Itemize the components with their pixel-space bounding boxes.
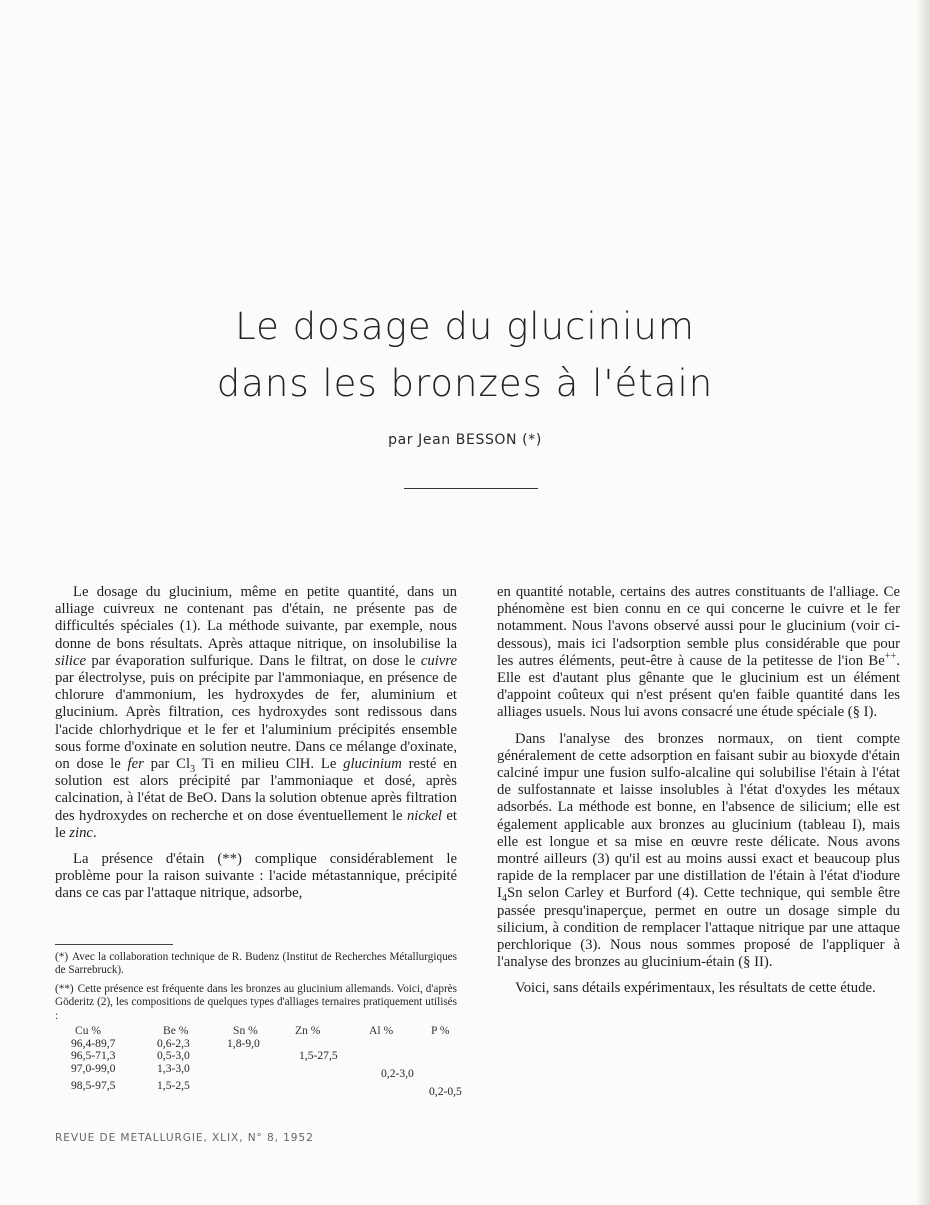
text-span: en quantité notable, certains des autres constituants de l'alliage. Ce phénomène est bien connu en ce qui concerne le cuivre et le fer notamment. Nous l'avons observé aussi pour le glucinium (voir ci-dessous), mais ici l'adsorption semble plus considérable que pour les autres éléments, peut-être à cause de la petitesse de l'ion Be — [497, 584, 900, 669]
table-cell — [429, 1050, 465, 1063]
table-header: Zn % — [295, 1024, 321, 1037]
table-row — [55, 1080, 465, 1099]
footnote-2 — [55, 983, 457, 1023]
table-cell — [227, 1050, 289, 1063]
text-span: . Elle est d'autant plus gênante que le glucinium est un élément d'appoint coûteux qui n'est présent qu'en faible quantité dans les alliages usuels. Nous lui avons consacré une étude spéciale (§ I). — [497, 652, 900, 721]
table-cell — [429, 1063, 465, 1081]
table-row — [55, 1063, 465, 1081]
text-span: par électrolyse, puis on précipite par l'ammoniaque, en présence de chlorure d'ammonium, les hydroxydes de fer, aluminium et glucinium. Après filtration, ces hydroxydes sont redissous dans l'acide chlorhydrique et le fer et l'aluminium précipités ensemble sous forme d'oxinate en solution neutre. Dans ce mélange d'oxinate, on dose le — [55, 670, 457, 773]
table-header: Be % — [163, 1024, 189, 1037]
table-cell: 96,4-89,7 — [71, 1036, 116, 1050]
table-row — [55, 1050, 465, 1063]
table-cell: 1,5-2,5 — [157, 1079, 190, 1093]
footnote-mark: (*) — [55, 951, 69, 963]
term-glucinium: glucinium — [343, 756, 402, 773]
left-column — [55, 584, 457, 903]
table-header: P % — [431, 1024, 450, 1037]
term-nickel: nickel — [406, 807, 442, 824]
table-cell — [227, 1063, 289, 1081]
footnote-text: Avec la collaboration technique de R. Budenz (Institut de Recherches Métallurgiques de Sarrebruck). — [55, 951, 457, 977]
text-span: Ti en milieu ClH. Le — [195, 756, 344, 773]
subscript: 4 — [501, 893, 508, 905]
table-header: Sn % — [233, 1024, 258, 1037]
left-paragraph-1 — [55, 584, 457, 842]
text-span: par évaporation sulfurique. Dans le filtrat, on dose le — [86, 652, 421, 669]
table-header: Cu % — [75, 1024, 102, 1037]
right-column — [497, 584, 900, 998]
journal-footer: REVUE DE METALLURGIE, XLIX, N° 8, 1952 — [55, 1132, 314, 1144]
table-cell — [289, 1080, 365, 1099]
text-span: Le dosage du glucinium, même en petite quantité, dans un alliage cuivreux ne contenant pas d'étain, ne présente pas de difficultés spéciales (1). La méthode suivante, par exemple, nous donne de bons résultats. Après attaque nitrique, on insolubilise la — [55, 584, 457, 652]
table-cell: 0,5-3,0 — [157, 1049, 190, 1063]
table-cell: 97,0-99,0 — [71, 1061, 116, 1075]
term-silice: silice — [55, 652, 86, 669]
article-title — [0, 298, 930, 412]
right-paragraph-1 — [497, 584, 900, 722]
table-cell: 96,5-71,3 — [71, 1049, 116, 1063]
term-fer: fer — [127, 756, 144, 773]
table-cell: 1,5-27,5 — [299, 1049, 338, 1063]
table-cell: 0,2-3,0 — [381, 1066, 414, 1080]
table-cell — [365, 1050, 429, 1063]
page-edge-shadow — [916, 0, 930, 1205]
table-header: Al % — [369, 1024, 394, 1037]
title-line-2: dans les bronzes à l'étain — [216, 362, 714, 405]
text-span: Sn selon Carley et Burford (4). Cette technique, qui semble être passée presqu'inaperçue, permet en outre un dosage simple du silicium, à condition de remplacer l'attaque nitrique par une attaque perchlorique (3). Nous nous sommes proposé de l'appliquer à l'analyse des bronzes au glucinium-étain (§ II). — [497, 885, 900, 971]
title-divider — [404, 488, 538, 489]
term-zinc: zinc — [69, 824, 93, 841]
text-span: par Cl — [143, 756, 191, 773]
table-cell — [365, 1038, 429, 1051]
text-span: Dans l'analyse des bronzes normaux, on tient compte généralement de cette adsorption en faisant subir au bioxyde d'étain calciné impur une fusion sulfo-alcaline qui solubilise l'étain à l'état de sulfostannate et laisse insolubles à l'état d'oxydes les métaux adsorbés. La méthode est bonne, en l'absence de silicium; elle est également applicable aux bronzes au glucinium (tableau I), mais elle est longue et sa mise en œuvre reste délicate. Nous avons montré ailleurs (3) qu'il est au moins aussi exact et beaucoup plus rapide de la remplacer par une distillation de l'étain à l'état d'iodure I — [497, 730, 900, 902]
superscript: ++ — [884, 650, 897, 662]
footnote-separator — [55, 944, 173, 945]
text-span: . — [92, 824, 97, 841]
table-cell — [429, 1038, 465, 1051]
footnote-text: Cette présence est fréquente dans les bronzes au glucinium allemands. Voici, d'après Göderitz (2), les compositions de quelques types d'alliages ternaires pratiquement utilisés : — [55, 983, 457, 1022]
footnote-mark: (**) — [55, 983, 74, 995]
table-cell — [227, 1080, 289, 1099]
table-cell: 1,8-9,0 — [227, 1036, 260, 1050]
author-byline: par Jean BESSON (*) — [388, 432, 542, 448]
table-cell — [289, 1063, 365, 1081]
text-span: resté en solution est alors précipité par l'ammoniaque et dosé, après calcination, à l'état de BeO. Dans la solution obtenue après filtration des hydroxydes on recherche et on dose éventuellement le — [55, 756, 457, 824]
title-line-1: Le dosage du glucinium — [235, 305, 695, 348]
right-paragraph-3: Voici, sans détails expérimentaux, les résultats de cette étude. — [515, 980, 876, 997]
text-span: et le — [55, 807, 457, 841]
table-cell: 0,6-2,3 — [157, 1036, 190, 1050]
alloy-composition-table — [55, 1025, 465, 1099]
table-cell: 0,2-0,5 — [429, 1085, 462, 1099]
subscript: 3 — [190, 763, 196, 775]
table-cell — [365, 1080, 429, 1099]
table-cell: 1,3-3,0 — [157, 1061, 190, 1075]
right-paragraph-2 — [497, 731, 900, 972]
term-cuivre: cuivre — [420, 652, 457, 669]
table-row — [55, 1038, 465, 1051]
table-header-row — [55, 1025, 465, 1038]
left-paragraph-2: La présence d'étain (**) complique considérablement le problème pour la raison suivante : l'acide métastannique, précipité dans ce cas par l'attaque nitrique, adsorbe, — [55, 851, 457, 902]
table-cell: 98,5-97,5 — [71, 1079, 116, 1093]
footnote-1 — [55, 951, 457, 978]
